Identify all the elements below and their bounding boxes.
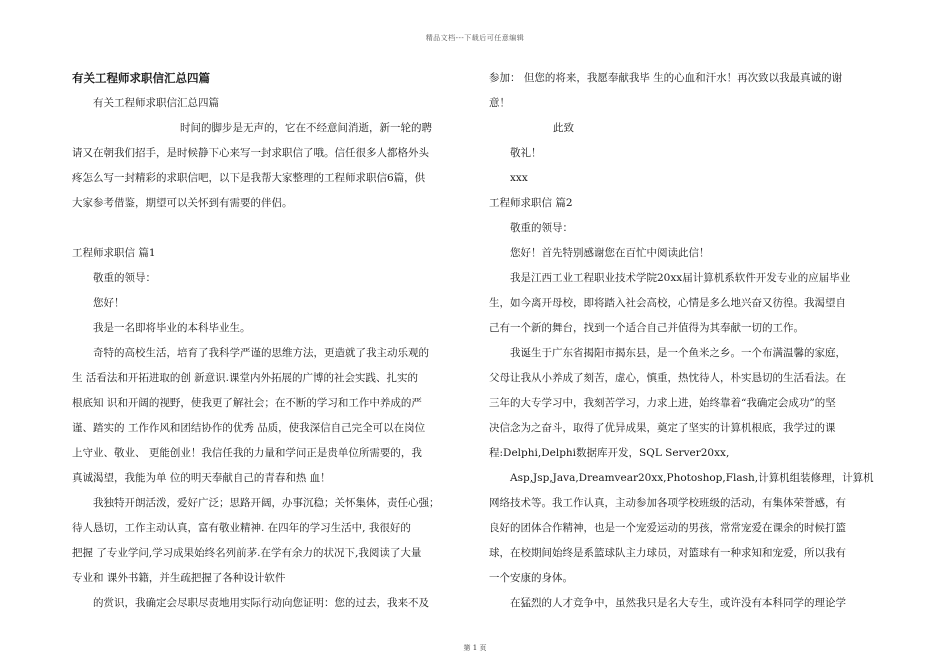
right-column xyxy=(489,66,879,616)
paragraph-line: 己有一个新的舞台，找到一个适合自己并值得为其奉献一切的工作。 xyxy=(489,322,804,334)
paragraph-line: 根底知 识和开阔的视野，使我更了解社会；在不断的学习和工作中养成的严 xyxy=(72,397,422,409)
paragraph-line: 真诚渴望，我能为单 位的明天奉献自己的青春和热 血！ xyxy=(72,472,331,484)
salutation: 敬重的领导： xyxy=(510,222,573,234)
signature: xxx xyxy=(510,172,528,184)
salutation: 敬重的领导： xyxy=(93,272,156,284)
paragraph-line: 参加： 但您的将来，我愿奉献我毕 生的心血和汗水！再次致以我最真诚的谢 xyxy=(489,72,843,84)
paragraph-line: Asp,Jsp,Java,Dreamvear20xx,Photoshop,Flash,计算机组装修理，计算机 xyxy=(510,472,874,484)
left-column xyxy=(72,66,462,616)
paragraph-line: 意！ xyxy=(489,97,510,109)
paragraph-line: 一个安康的身体。 xyxy=(489,572,573,584)
intro-line: 请又在朝我们招手，是时候静下心来写一封求职信了哦。信任很多人都格外头 xyxy=(72,147,429,159)
paragraph-line: 奇特的高校生活，培育了我科学严谨的思维方法，更造就了我主动乐观的 xyxy=(93,347,429,359)
paragraph-line: 待人恳切，工作主动认真，富有敬业精神. 在四年的学习生活中, 我很好的 xyxy=(72,522,411,534)
paragraph-line: 上守业、敬业、 更能创业！我信任我的力量和学问正是贵单位所需要的，我 xyxy=(72,447,422,459)
paragraph-line: 网络技术等。我工作认真，主动参加各项学校班级的活动，有集体荣誉感，有 xyxy=(489,497,846,509)
closing-line: 敬礼！ xyxy=(510,147,542,159)
paragraph-line: 的赏识，我确定会尽职尽责地用实际行动向您证明：您的过去，我来不及 xyxy=(93,597,429,609)
paragraph-line: 我诞生于广东省揭阳市揭东县，是一个鱼米之乡。一个布满温馨的家庭， xyxy=(510,347,846,359)
paragraph-line: 生 活看法和开拓进取的创 新意识.课堂内外拓展的广博的社会实践、扎实的 xyxy=(72,372,419,384)
paragraph-line: 三年的大专学习中，我刻苦学习，力求上进，始终靠着“我确定会成功”的坚 xyxy=(489,397,836,409)
paragraph-line: 父母让我从小养成了刻苦，虚心，慎重，热忱待人，朴实恳切的生活看法。在 xyxy=(489,372,846,384)
greeting: 您好！首先特别感谢您在百忙中阅读此信！ xyxy=(510,247,710,259)
paragraph-line: 谨、踏实的 工作作风和团结协作的优秀 品质，使我深信自己完全可以在岗位 xyxy=(72,422,426,434)
paragraph-line: 生，如今离开母校，即将踏入社会高校，心情是多么地兴奋又彷徨。我渴望自 xyxy=(489,297,846,309)
intro-line: 疼怎么写一封精彩的求职信吧，以下是我帮大家整理的工程师求职信6篇，供 xyxy=(72,172,426,184)
paragraph-line: 我独特开朗活泼，爱好广泛；思路开阔，办事沉稳；关怀集体，责任心强； xyxy=(93,497,440,509)
document-title: 有关工程师求职信汇总四篇 xyxy=(72,71,210,85)
section-heading: 工程师求职信 篇2 xyxy=(489,197,573,209)
paragraph-line: 把握 了专业学问,学习成果始终名列前茅.在学有余力的状况下,我阅读了大量 xyxy=(72,547,422,559)
paragraph-line: 决信念为之奋斗，取得了优异成果，奠定了坚实的计算机根底，我学过的课 xyxy=(489,422,836,434)
paragraph-line: 在猛烈的人才竞争中，虽然我只是名大专生，或许没有本科同学的理论学 xyxy=(510,597,846,609)
paragraph-line: 良好的团体合作精神，也是一个宠爱运动的男孩，常常宠爱在课余的时候打篮 xyxy=(489,522,846,534)
intro-line: 大家参考借鉴，期望可以关怀到有需要的伴侣。 xyxy=(72,197,293,209)
intro-line: 时间的脚步是无声的，它在不经意间消逝，新一轮的聘 xyxy=(180,122,432,134)
paragraph-line: 程:Delphi,Delphi数据库开发，SQL Server20xx, xyxy=(489,447,730,459)
paragraph-line: 我是江西工业工程职业技术学院20xx届计算机系软件开发专业的应届毕业 xyxy=(510,272,851,284)
section-heading: 工程师求职信 篇1 xyxy=(72,247,156,259)
closing-line: 此致 xyxy=(553,122,574,134)
paragraph-line: 我是一名即将毕业的本科毕业生。 xyxy=(93,322,251,334)
spacer xyxy=(72,216,462,241)
document-subtitle: 有关工程师求职信汇总四篇 xyxy=(93,97,219,109)
page-number: 第 1 页 xyxy=(463,644,487,652)
paragraph-line: 专业和 课外书籍，并生疏把握了各种设计软件 xyxy=(72,572,286,584)
page-header: 精品文档---下载后可任意编辑 xyxy=(425,34,525,42)
paragraph-line: 球，在校期间始终是系篮球队主力球员，对篮球有一种求知和宠爱，所以我有 xyxy=(489,547,846,559)
greeting: 您好！ xyxy=(93,297,125,309)
